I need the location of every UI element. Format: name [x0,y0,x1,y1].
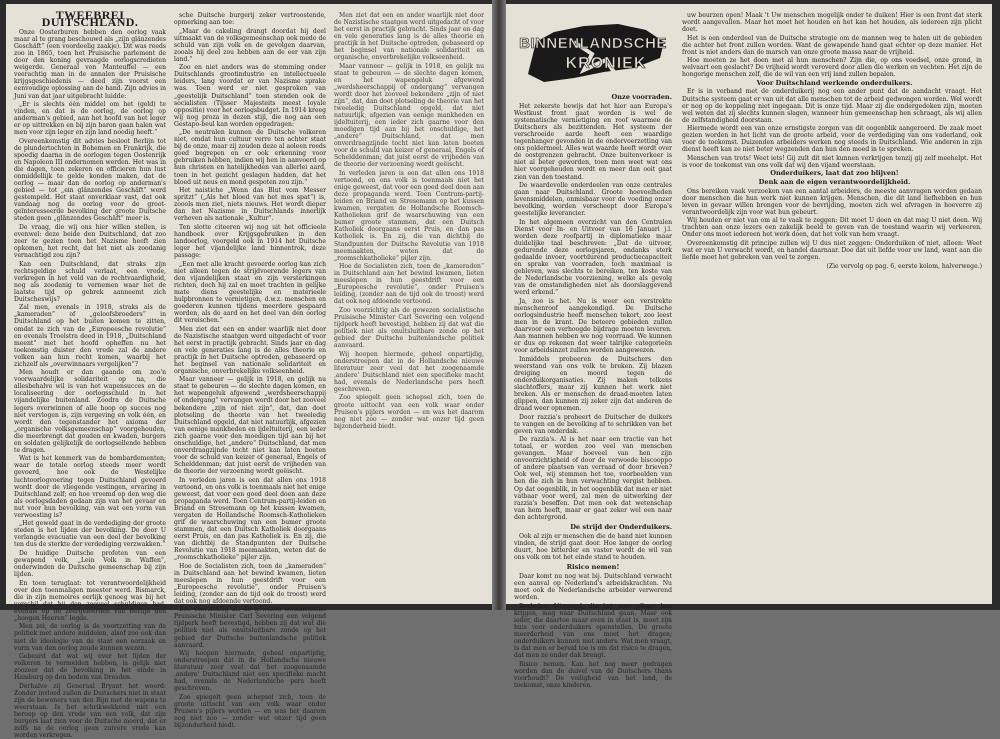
paragraph: sche Duitsche burgerij zeker vertroostende, opmerking aan toe: [174,12,326,27]
paragraph: Wat is het kenmerk van de bombardementen; waar de totale oorlog steeds meer wordt gevoerd, hoe ook de Westelijke luchtoorlogvoering tegen Duitschland gevoerd wordt door de vliegende vestingen, ervaring in Duitschland zelf; en hoe vreemd op den weg die als oorlogsdaden gedaan zijn van het gevaar en nut voor hun bevolking, van wat een vorm van verwoesting is? [14,455,166,519]
left-column-1 [14,8,166,739]
paragraph: Hoe de Socialisten zich, toen de „kameraden“ in Duitschland aan het bewind kwamen, lieten meeslepen in hun geestdrift voor een „Europeesche revolutie“, onder Pruisen's leiding, (zonder aan de tijd ook de troost) werd dat ook nog afdoende vertoond. [334,263,484,306]
paragraph: Wij hoopen hiermede, geheel onpartijdig, onderstreepen dat in de Hollandsche nieuwe literatuur zeer veel dat het zoogenaamde ,andere' Duitschland niet een specifieke macht had, evenals de Nederlandsche pers heeft geschreven. [334,350,484,393]
paragraph: Ten slotte citeeren wij nog uit het officieele handboek over Krijgsgebruiken in den landoorlog, voorgeld ook in 1914 het Duitsche leger het vijandelijke land binnentrok, deze passage: [174,223,326,260]
paragraph: Hoe de Socialisten zich, toen de „kameraden“ in Duitschland aan het bewind kwamen, lieten meeslepen in hun geestdrift voor een „Europeesche revolutie“, onder Pruisen's leiding, (zonder aan de tijd ook de troost) werd dat ook nog afdoende vertoond. [174,562,326,605]
paragraph: Het naistiche „Wenn das Blut vom Messer spritzt“ („Als het bloed van het mes spat“) is, zoools men ziet, niets nieuws. Het wordt dieper dan het Nazisme in Duitschlands innerlijk verheven als nationale „Kultur“. [174,187,326,223]
right-col1-text [514,103,672,521]
paragraph: Kan een Duitschland, dat straks zijn rechtsgeldige schuld verlaat, een vrede, verkregen in het veld van de rechtvaardigheid, nog als zoodanig te vernemen waar het de laatste tijd op gebrek aanneemt zich Duitscheswijs? [14,260,166,303]
paragraph: Menschen van trots! Weet iets! Gij zult dit niet kunnen verkrijgen tenzij gij zelf meehelpt. Het is voor de toekomst van ons volk dat wij den vijand weerstaan. [682,154,982,169]
paragraph: Zoo spiegelt geen schepsel zich, toen de groote uittocht van een volk waar onder Pruisen's pijlers worden — en was het daarom nog niet zoo — zonder wat onzer tijd geen bijzonderheid biedt. [334,394,484,430]
page-gutter [492,0,506,610]
continued-note: (Zie vervolg op pag. 6, eerste kolom, halverwege.) [826,263,982,271]
paragraph: Men houdt er dan gaande om zoo'n voorwaardelijke solidariteit op na, die allesbehalve wil is van het wapensucces en de localiseering der oorlogsschuld in het vijandelijke buitenland. Zoodra de Duitsche legers overwinnen of alle hoop op succes nog niet vervlogen is, zijn vergeving en volk één, en wordt den tegenstander het axioma der „organische volksgemeenschap“ voorgehouden, die meerbrengt dat gouden en kwaden, burgers en soldaten gelijkelijk de oorlogsellende hebben te dragen. [14,369,166,454]
paragraph: En toen teruglaat: tot verantwoordelijkheid over den toenmaligen meester werd. Bismarck, die in zijn memoires eerlijk genoeg was bij het verschil dat hij den zooveel schuldigen had, evenals op de zeergeleerden van Berlijn den „hoogen Heeren“ legde. [14,579,166,622]
left-col2-text [174,12,326,729]
paragraph: In verleden jaren is een dat allen ons 1918 vertoond, en ons volk is toenmaals niet het enige geweest, dat voor een goed deel doen aan deze propaganda werd. Toen Centrum-partij-leiden en Briand en Stresemann op het kussen kwamen, vergaten de Hollandsche Roomsch-Katholieken grif de waarschuwing van een bumer groote stammen, dat een Duitsch Katholiek doorgaans eerst Pruis, en dan pas Katholiek is. En zij, die van dichtbij de Standpunten der Duitsche Revolutie van 1918 meemaakten, weten dat de „roomschkatholieke“ pijler zijn. [334,170,484,262]
section-heading-risico: Risico nemen! [566,563,620,571]
paragraph: Derhalve: Niemand, die het voor elkaar kan krijgen, mag naar Duitschland gaan. Maar ook ieder, die daartoe maar even in staat is, moet zijn huis voor onderduikers openstellen. De groote meerderheid van ons moet het dragen; onderduikers kunnen niet anders. Wat men vraagt, is dat men er bereid toe is om dat risico te dragen, dat men ze onder dak brengt. [514,602,672,660]
paragraph: De vraag, die wij ons hier willen stellen, is evenwel: deze beide den Duitschland, dat zoo zeer te gezien toen het Nazisme heeft zien opkomen, het recht, dat het niet als zoodanig vernachtigd zou zijn? [14,223,166,260]
paragraph: Ook al zijn er menschen die de hand niet kunnen vinden, de strijd gaat door. Hoe langer de oorlog duurt, hoe bitterder en vaster wordt de wil van ons volk om tot het einde stand te houden. [514,532,672,561]
paragraph: In verleden jaren is een dat allen ons 1918 vertoond, en ons volk is toenmaals niet het enige geweest, dat voor een goed deel doen aan deze propaganda werd. Toen Centrum-partij-leiden en Briand en Stresemann op het kussen kwamen, vergaten de Hollandsche Roomsch-Katholieken grif de waarschuwing van een bumer groote stammen, dat een Duitsch Katholiek doorgaans eerst Pruis, en dan pas Katholiek is. En zij, die van dichtbij de Standpunten der Duitsche Revolutie van 1918 meemaakten, weten dat de „roomschkatholieke“ pijler zijn. [174,476,326,562]
paragraph: Gebeurd dat wat wij over het lijden der volkeren te vermelden hebben, is gelijk niet zoozeer dat de bevolking in het einde in Hamburg op den bodem van Dresden. [14,653,166,682]
subsection-heading: Denk aan de eigen verantwoordelijkheid. [758,178,911,187]
paragraph: Zoo en niet anders was de stemming onder Duitschlands grootindustrie en intellectueele leiders, lang voordat er van Nazisme sprake was. Toen werd er niet gesproken van „geestelijk Duitschland“ toen stenden ook de socialisten (Tijsser Majesteits meest loyale oppositie) voor het oorlogsbudget. In 1914 kreeg wij nog proza in dezen stijl, die nog aan een Gestapo-beul kan worden opgedragen: [174,64,326,128]
paragraph: Hoe moeten ze het doen met al hun menschen? Zijn die, op ons voedsel, onze grond, in welvaart een geslacht? De vrijheid wordt veroverd door allen die werken en vechten. Het zijn de hongerige menschen zelf, die de wil van een vrij land zullen bepalen. [682,57,982,79]
paragraph: Wij hoopen hiermede, geheel onpartijdig, onderstreepen dat in de Hollandsche nieuwe literatuur zeer veel dat het zoogenaamde ,andere' Duitschland niet een specifieke macht had, evenals de Nederlandsche pers heeft geschreven. [174,650,326,693]
paragraph: „Er is slechts één middel om het (geld) te vinden, en dat is de oorlog, de oorlog op anderman's gebied, aan het hoofd van het leger er op uittrekken en bij zijn baron gaan halen wat men voor zijn leger en zijn land noodig heeft.“ [14,101,166,137]
paragraph: In het algemeen overzicht van den Centralen Dienst voor In- en Uitvoer van 16 Januari j.l. worden deze roofpartij in diplomatieke maar duidelijke taal beschreven: „Dat de uitvoer, gedurende deze oorlogsjaren, ondanks sterk gedaalde invoer, voortdurend productiecapaciteit en sprake van voorraden, toch maximaal is gebleven, was slechts te bereiken, ten koste van de Nederlandsche voorziening, welke als gevolg van de omstandigheden niet als doorslaggevend werd erkend.“ [514,218,672,297]
paragraph: Maar vanneer — gelijk in 1918, en gelijk nu staat te gebeuren — de slechte dagen komen, en het wapengeluk afgewend „werdsheerschappij of ondergang“ vervangen wordt door het zooveel bekendere „zijn of niet zijn“, dat, dan doet plotseling de theorie van het tweeledig Duitschland opgeld, dat niet natuurlijk, afgezien van eenige mankheden en ijdeltuiterij, een ieder zich gaarne voor den moedigen tijd aan bij het onschuldige, het „andere“ Duitschland, dat men onverdraagzijnde tocht niet kan laten boeten voor de schuld van keizer of generaal, Engels of Schelddenman; dat juist eerst de vrijheden van de theorie der verzoening wordt geëischt. [174,376,326,475]
right-column-2 [682,12,982,596]
paragraph: Er is in verband met de onderduikerij nog een ander punt dat de aandacht vraagt. Het Duitsche systeem gaat er van uit dat alle menschen tot de arbeid gedwongen worden. Wel wordt er nog op de koppeling niet ingegaan. Dit is onze tijd. Maar zij die ondergedoken zijn, moeten wel weten dat zij slechts kunnen slagen, wanneer hun gemeenschap hen schraagt, als wij allen de zelfstandigheid doorstaan. [682,88,982,124]
paragraph: Het zekerste bewijs dat het hier aan Europa's Westkust front gaat worden is wel de systematische vernietiging en roof waarmee de Duitschers als bezittenden. Het systeem der verschroeide aarde heeft een waardige tegenhanger gevonden in de ondervoerzetting van ons poldermeel. Alles wat waarde heeft wordt over de oostgrenzen gebracht. Onze buitenverkeer is niet al beter geworden, toen men weet wat ons hier voorgehouden wordt en meer dan ooit gaat zien van den toestand. [514,103,672,181]
paragraph: De razzia's. Al is het naar een tractie van het totaal, er worden zoo veel van menschen gevangen. Maar hoeveel van hen zijn onvoorzichtigheid of door de verwoede biscooppo of andere plaatsen van verraad of door brieven? Ook wel, wij stemmen het toe, voorbeelden van hen die zich in hun verwachting vergist hebben. Op dat oogenblik, in het oogenblik dat men er niet vatbaar voor werd, zal men de uitwerking der razzia's beseffen. Dat men ook dat wetenschap van hem heeft, maar er gaat zeker wel een naar den achtergrond. [514,436,672,521]
subsection-heading: Onderduikers, laat dat zoo blijven! [770,169,899,178]
paragraph: Zoo voorzichtig als de gewezen socialistische Pruisische Minister Carl Severing een volgend tijdperk heeft bevestigd, hebben zij dat wat die politiek niet als onuitsluitbare zonde op het gebied der Duitsche buitenlandsche politiek aanvaard. [334,306,484,350]
paragraph: Het is een onderdeel van de Duitsche strategie om de mannen weg te halen uit de gebieden die achter het front zullen worden. Want de gewapende hand gaat echter op deze manier. Het front is niet anders dan de marsch van onze groote massa naar de vrijheid. [682,34,982,56]
masthead-line-2: KRONIEK [565,55,647,72]
paragraph: uw beurzen open! Maak 't Uw menschen mogelijk onder te duiken! Hier is een front dat sterk wordt aangevallen. Maar het moet het houden en het kan het houden, als iedereen zijn plicht doet. [682,12,982,34]
paragraph: Zal men, evenals in 1918, straks als de „kameraden“ of „geloofsbroeders“ in Duitschland op het buiten komen te zitten, omdat ze zich van de „Europeesche revolutie“ en evenals Troelstra deed in 1918, „Duitschland meent“ met het hoofd opheffen nu het toekomstig duister den vrede zal de andere volken aan hun recht komen, waarbij het zichzelf als „overwinnaars vergelijken“? [14,304,166,368]
right-page [506,4,992,689]
paragraph: „Het geweld gaat in de verdediging der groote steden is het lijden der bevolking. De door U verlangde evacuatie van een deel der bevolking ten dus de sterkte der verdediging verzwakken.“ [14,520,166,549]
right-column-1 [514,12,672,689]
left-column-3 [334,12,484,596]
paragraph: Zoo voorzichtig als de gewezen socialistische Pruisische Minister Carl Severing een volgend tijdperk heeft bevestigd, hebben zij dat wat die politiek niet als onuitsluitbare zonde op het gebied der Duitsche buitenlandsche politiek aanvaard. [174,606,326,649]
paragraph: Zoo spiegelt geen schepsel zich, toen de groote uittocht van een volk waar onder Pruisen's pijlers worden — en was het daarom nog niet zoo — zonder wat onzer tijd geen bijzonderheid biedt. [174,693,326,730]
paragraph: Daar komt nu nog wat bij. Duitschland verwacht een aanval op Nederland's arbeidskrachten. Nu moet ook de Nederlandsche arbeider verwerend worden. [514,573,672,602]
paragraph: Men zei, de oorlog is de voortzetting van de politiek met andere middelen, alsof zoo ook dan niet de ideologie van de staat een oorzaak en vorm van den oorlog zoude kunnen wezen. [14,623,166,652]
left-col1-text [14,29,166,739]
paragraph: Onze Oosterburen hebben den oorlog vaak maar al te grang beschouwd als „zijn glänzendes Geschäft“ (een voordeelig zaakje). Dit was reeds zoo in 1865, toen het Pruisische parlement de door den koning gevraagde oorlogscredieten weigerde. Generaal von Manteuffel — een veerachtig man in de annalen der Pruisische krijgsgeschiedenis — deed zijn voorst een eenvoudige oplossing aan de hand. Zijn advies in Juni van dat jaar uitgebracht luidde: [14,29,166,100]
masthead-line-1: BINNENLANDSCHE [519,35,667,52]
right-col2-text [682,12,982,261]
article-title: TWEEBREI DUITSCHLAND. [41,8,139,30]
paragraph: „Maar de cakeling drangt doordat hij deel uitmaakt van de volksgemeenschap ook mede de schuld van zijn volk en de gevolgen daarvan, zooals hij deel zou hebben aan de eer van zijn land.“ [174,27,326,63]
paragraph: Hiermede wordt een van onze ernstigste zorgen van dit oogenblik aangeroerd. De zaak moet gezien worden in het licht van de groote arbeid, voor de verdediging van ons vaderland, ook voor de toekomst. Duizenden arbeiders werken nog steeds in Duitschland. Wie anderen in zijn dienst heeft kan ze niet beter wegzenden dan hun den moed in te spreken. [682,125,982,154]
paragraph: Wij houden er niet van om al te vaak te zeggen: Dit moet U doen en dat mag U niet doen. Wij trachten aan onze lezers een zakelijk beeld te geven van de toestand waarin wij verkeeren. Onder ons moet iedereen het werk doen, dat het volk van hem vraagt. [682,217,982,239]
paragraph: Ons bereiken vaak verzoeken van een aantal arbeiders, de meeste aanvragen worden gedaan door menschen die hun werk niet kunnen krijgen. Menschen, die dit land liefhebben en hun leven in gevaar willen brengen voor de bevrijding, moeten zich wel afvragen in hoeverre zij verantwoordelijk zijn voor wat hun gebeurt. [682,187,982,216]
paragraph: Maar vanneer — gelijk in 1918, en gelijk nu staat te gebeuren — de slechte dagen komen, en het wapengeluk afgewend „werdsheerschappij of ondergang“ vervangen wordt door het zooveel bekendere „zijn of niet zijn“, dat, dan doet plotseling de theorie van het tweeledig Duitschland opgeld, dat niet natuurlijk, afgezien van eenige mankheden en ijdeltuiterij, een ieder zich gaarne voor den moedigen tijd aan bij het onschuldige, het „andere“ Duitschland, dat men onverdraagzijnde tocht niet kan laten boeten voor de schuld van keizer of generaal, Engels of Schelddenman; dat juist eerst de vrijheden van de theorie der verzoening wordt geëischt. [334,62,484,169]
paragraph: Ja, zoo is het. Nu is weer een verstrekte menschenroof aangekondigd. De Duitsche oorlogsindustrie heeft menschen tekort, zoo leest men in de krant. De beteere gebieden zullen daarvoor een verhoogde bijdrage moeten leveren. Aan mannen hebben we nog voorraad. We kunnen er dus op rekenen dat weer talrijke categorieën voor arbeidsinzet zullen worden aangewezen. [514,297,672,355]
paragraph: Men ziet dat een en ander waarlijk niet door de Nazistische staatgen werd uitgedacht of voor het eerst in practijk gebracht. Sinds jaar en dag en vele generaties lang is de alles theorie en practijk in het Duitsche optreden, gebaseerd op het beginsel van nationale solidariteit en organische, onverbrekelijke volkseenheid. [174,325,326,375]
kroniek-masthead [514,12,672,90]
masthead-logo [514,12,672,90]
right-col1-text-c [514,573,672,689]
section-heading-onderduikers: De strijd der Onderduikers. [570,522,672,531]
paragraph: Door razzia's probeert de Duitscher de duikers te vangen en de bevolking af te schrikken van het geven van onderdak. [514,413,672,435]
paragraph: Overeenkomstig dit principe zullen wij U dus niet zeggen: Onderduiken of niet, alleen: Weet wat er van U verwacht wordt, en handel daarnaar. Doe dat uit liefde voor uw land, want aan die liefde moet het gebreken van veel te zorgen. [682,239,982,261]
paragraph: Overeenkomstig dit advies besloot Berlijn tot de plundertochten in Bohemen en Frankrijk, die spoedig daarna in de oorlogen tegen Oostenrijk en Napoleon III ondernomen werden. Het was in die dagen, toen zekeren en officieren hun lust onmiddellijk te gelde konden maken, dat de oorlog — maar dan de oorlog op anderman's gebied — tot „ein glänzendes Geschäft“ werd gestempeld. Het staat onverklaar vast, dat ook vandaag nog de oorlog voor de groot-geïnteresseerde bevolking der groote Duitsche steden geen „glänzendes Geschäft“ meer is. [14,137,166,223]
paragraph: Men ziet dat een en ander waarlijk niet door de Nazistische staatgen werd uitgedacht of voor het eerst in practijk gebracht. Sinds jaar en dag en vele generaties lang is de alles theorie en practijk in het Duitsche optreden, gebaseerd op het beginsel van nationale solidariteit en organische, onverbrekelijke volkseenheid. [334,12,484,62]
paragraph: Inmiddels probeeren de Duitschers den weerstand van ons volk te breken. Zij blazen dreiging en moord tegen de onderduikorganisaties. Zij maken telkens slachtoffers, maar zij kunnen het werk niet breken. Als er menschen de draad-moeten laten glippen, dan kunnen zij zeker zijn dat anderen de draad weer opnemen. [514,355,672,413]
paragraph: Risico nemen. Kan het nog meer gedragen worden dan de duivel van de Duitschers thans voorhoudt? De veiligheid van het land, de toekomst, onze kinderen. [514,660,672,689]
left-page [6,4,492,739]
paragraph: „De neutralen kunnen de Duitsche volkeren niet, omdat hun cultuur verre ten achter staat bij de onze, maar zij zouden deze al aoleen reeds goed begrepen en er ook erkenning voor gebruiken hebben, indien wij hen in aanvoerd op hun christen en hatelijkheden van allerlei aard, toen in het gezicht geslagen hadden, dat het bloed uit neus en mond gespoten zou zijn.“ [174,129,326,186]
paragraph: De huidige Duitsche profeten van een gewapend volk, „Lein Volk in Waffen“, onderwinden de Duitsche gemeenschap bij zijn lijden. [14,549,166,579]
right-col1-text-b [514,533,672,561]
paragraph: De waardevolle onderdeelen van onze centrales gaan naar Duitschland. Groote hoeveelheden levensmiddelen, onmisbaar voor de voeding onzer bevolking, worden verscheept door Europa's geestelijke leverancier. [514,182,672,218]
left-col3-text [334,12,484,430]
paragraph: „Een met alle kracht gevoerde oorlog kan zich niet alleen tegen de strijdvoerende legers van den vijandelijken staat en zijn versterkingen richten, doch hij zal en moet trachten in gelijke mate diens geestelijke en materieele hulpbronnen te vernietigen, d.w.z. menschen en goederen kunnen tijdens meerdere gespaard worden, als de aard en het doel van den oorlog dit vereischen.“ [174,260,326,324]
subsection-heading: Voor Duitschland werkende onderduikers. [756,78,913,87]
section-heading-voorraden: Onze voorraden. [611,93,672,101]
left-column-2 [174,12,326,730]
paragraph: Derhalve zij Generaal Bryant het woord: Zonder invloed zullen de Duitschers niet in staat zijn de bewoners van den Rijn met de wapens te weerstaan. Is het schrikwekkend niet een beroep op den vrede van een volk, dat zijn burgers laat zien voor de Duitsche moord, dat er zelfs na de oorlog geen zuivere vrede kan worden verkregen. [14,682,166,739]
